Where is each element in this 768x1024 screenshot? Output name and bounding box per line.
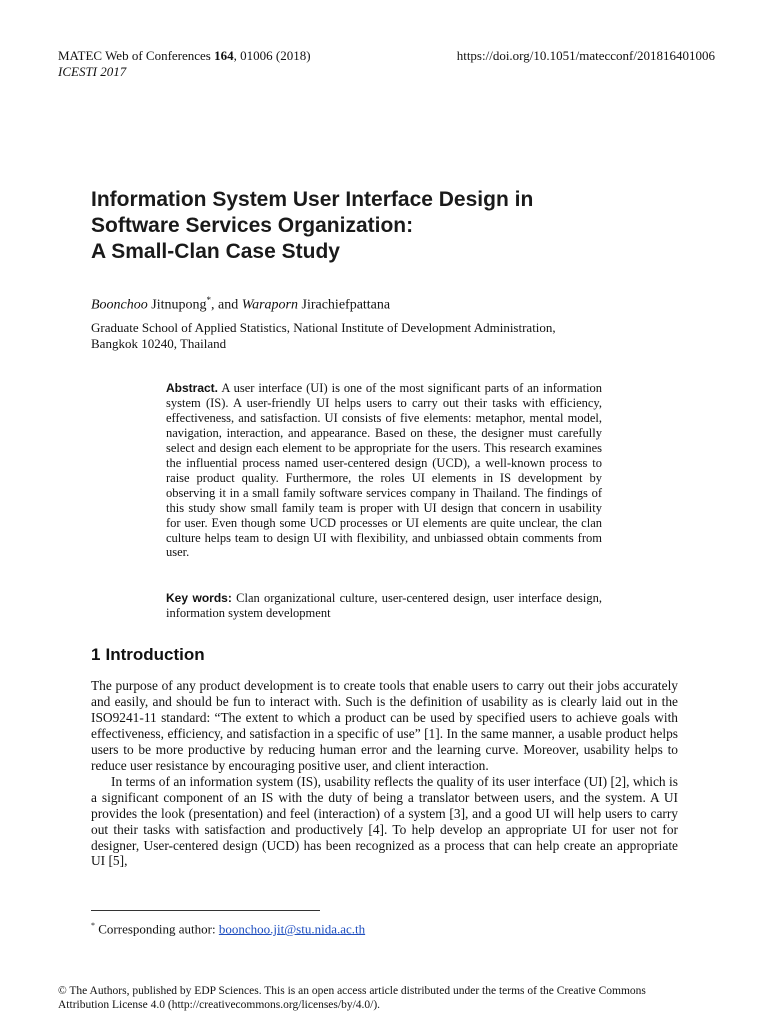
author-email-link[interactable]: boonchoo.jit@stu.nida.ac.th	[218, 921, 366, 937]
section-heading	[91, 644, 205, 666]
author1-given-name: Boonchoo	[91, 297, 148, 313]
affiliation-line: Bangkok 10240, Thailand	[91, 336, 227, 351]
section-title: Introduction	[105, 645, 205, 664]
title-line: A Small-Clan Case Study	[91, 240, 340, 263]
corresponding-author-mark: *	[206, 295, 211, 305]
title-line: Software Services Organization:	[91, 214, 414, 237]
abstract	[166, 381, 602, 560]
author-separator: , and	[211, 297, 242, 313]
footnote-label: Corresponding author:	[95, 921, 219, 937]
footnote-mark: *	[91, 921, 95, 930]
body-paragraph: The purpose of any product development is to create tools that enable users to carry out their jobs accurately and easily, and should be fun to interact with. Such is the definition of usability as is clearly laid out in the ISO9241-11 standard: “The extent to which a product can be used by specified users to achieve goals with effectiveness, efficiency, and satisfaction in a specific of use” [1]. In the same manner, a usable product helps users to be more productive by reducing human error and the learning curve. Moreover, usability helps to reduce user resistance by encouraging positive user, and client interaction.	[91, 678, 678, 773]
keywords-text: Clan organizational culture, user-centered design, user interface design, information system development	[166, 591, 603, 620]
footnote-divider	[91, 910, 320, 911]
article-number: , 01006 (2018)	[233, 48, 311, 63]
keywords-label: Key words:	[166, 591, 232, 605]
license-notice	[58, 984, 718, 1012]
journal-name: MATEC Web of Conferences	[58, 48, 215, 63]
license-line: Attribution License 4.0 (http://creativecommons.org/licenses/by/4.0/).	[58, 999, 381, 1011]
author2-family-name: Jirachiefpattana	[298, 297, 391, 313]
author2-given-name: Waraporn	[241, 297, 298, 313]
doi-link[interactable]: https://doi.org/10.1051/matecconf/201816401006	[456, 48, 715, 63]
keywords	[166, 591, 602, 621]
abstract-text: A user interface (UI) is one of the most significant parts of an information system (IS). A user-friendly UI helps users to carry out their tasks with efficiency, effectiveness, and satisfaction. UI consists of five elements: metaphor, mental model, navigation, interaction, and appearance. Based on these, the designer must carefully select and design each element to be appropriate for the users. This research examines the influential process named user-centered design (UCD), a well-known process to raise product quality. Furthermore, the roles UI elements in IS development by observing it in a small family software services company in Thailand. The findings of this study show small family team is proper with UI design that concern in usability for user. Even though some UCD processes or UI elements are quite unclear, the clan culture helps team to design UI with flexibility, and unbiassed obtain comments from user.	[166, 381, 603, 560]
running-header-journal	[58, 48, 311, 64]
conference-name: ICESTI 2017	[58, 64, 127, 79]
footnote	[91, 918, 365, 937]
title-line: Information System User Interface Design in	[91, 188, 534, 211]
affiliation	[91, 320, 611, 352]
section-body	[91, 678, 678, 869]
paper-title	[91, 187, 691, 265]
section-number: 1	[91, 645, 101, 664]
journal-volume: 164	[214, 48, 234, 63]
abstract-label: Abstract.	[166, 381, 219, 395]
author-list	[91, 292, 390, 314]
affiliation-line: Graduate School of Applied Statistics, National Institute of Development Administration,	[91, 320, 556, 335]
body-paragraph: In terms of an information system (IS), usability reflects the quality of its user interface (UI) [2], which is a significant component of an IS with the duty of being a translator between users, and the system. A UI provides the look (presentation) and feel (interaction) of a system [3], and a good UI will help users to carry out their tasks with satisfaction and productively [4]. To help develop an appropriate UI for user not for designer, User-centered design (UCD) has been recognized as a process that can help create an appropriate UI [5],	[91, 773, 678, 869]
author1-family-name: Jitnupong	[147, 297, 207, 313]
license-line: © The Authors, published by EDP Sciences. This is an open access article distributed under the terms of the Creative Commons	[58, 985, 646, 997]
